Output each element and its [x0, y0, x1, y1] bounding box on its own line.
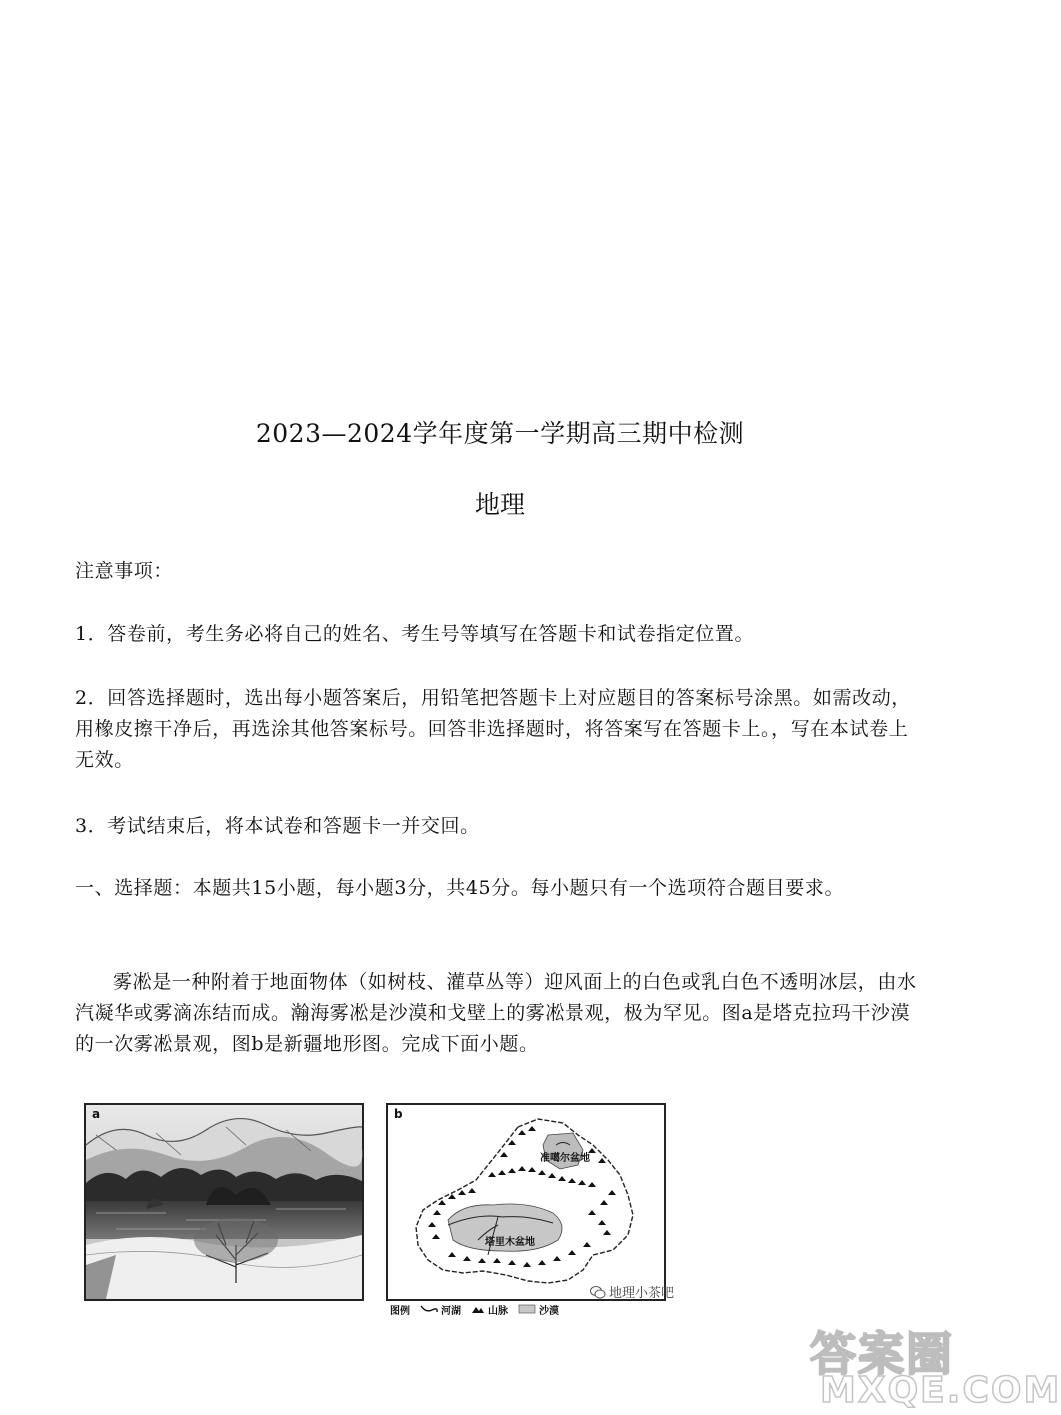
wechat-watermark-text: 地理小茶吧 [609, 1286, 675, 1301]
figure-a-photo [84, 1103, 364, 1301]
rime-landscape-image [86, 1105, 362, 1299]
legend-mountain [471, 1302, 508, 1317]
legend-desert [518, 1302, 559, 1317]
passage-text: 雾凇是一种附着于地面物体（如树枝、灌草丛等）迎风面上的白色或乳白色不透明冰层，由水汽凝华或雾滴冻结而成。瀚海雾凇是沙漠和戈壁上的雾凇景观，极为罕见。图a是塔克拉玛干沙漠的一次雾凇景观，图b是新疆地形图。完成下面小题。 [75, 971, 917, 1055]
site-watermark-url: MXQE.COM [820, 1370, 1061, 1411]
legend-river-label: 河湖 [441, 1305, 461, 1317]
section-heading: 一、选择题：本题共15小题，每小题3分，共45分。每小题只有一个选项符合题目要求。 [75, 877, 845, 899]
mountain-icon [471, 1304, 485, 1314]
site-watermark-logo [800, 1318, 1061, 1413]
figure-a-letter: a [92, 1107, 101, 1121]
xinjiang-terrain-map [388, 1105, 664, 1299]
notice-item-1: 1．答卷前，考生务必将自己的姓名、考生号等填写在答题卡和试卷指定位置。 [75, 623, 755, 645]
wechat-icon [590, 1285, 606, 1299]
desert-swatch-icon [518, 1304, 536, 1314]
figure-b-map [386, 1103, 666, 1301]
subject-title: 地理 [474, 490, 525, 519]
notice-item-2: 2．回答选择题时，选出每小题答案后，用铅笔把答题卡上对应题目的答案标号涂黑。如需改动，用橡皮擦干净后，再选涂其他答案标号。回答非选择题时，将答案写在答题卡上。，写在本试卷上无效。 [75, 687, 911, 771]
legend-desert-label: 沙漠 [539, 1305, 559, 1317]
map-legend [390, 1300, 650, 1318]
legend-river [420, 1302, 461, 1317]
tarim-basin-label: 塔里木盆地 [485, 1237, 535, 1248]
junggar-basin-label: 准噶尔盆地 [540, 1153, 590, 1164]
legend-mountain-label: 山脉 [488, 1305, 508, 1317]
notice-item-3: 3．考试结束后，将本试卷和答题卡一并交回。 [75, 815, 480, 837]
exam-title: 2023—2024学年度第一学期高三期中检测 [255, 419, 745, 448]
legend-title: 图例 [390, 1305, 410, 1317]
river-lake-icon [420, 1304, 438, 1314]
site-watermark-main: 答案圈 [810, 1327, 954, 1381]
figure-b-letter: b [394, 1107, 403, 1121]
notice-heading: 注意事项： [75, 560, 174, 582]
wechat-watermark [590, 1282, 674, 1301]
